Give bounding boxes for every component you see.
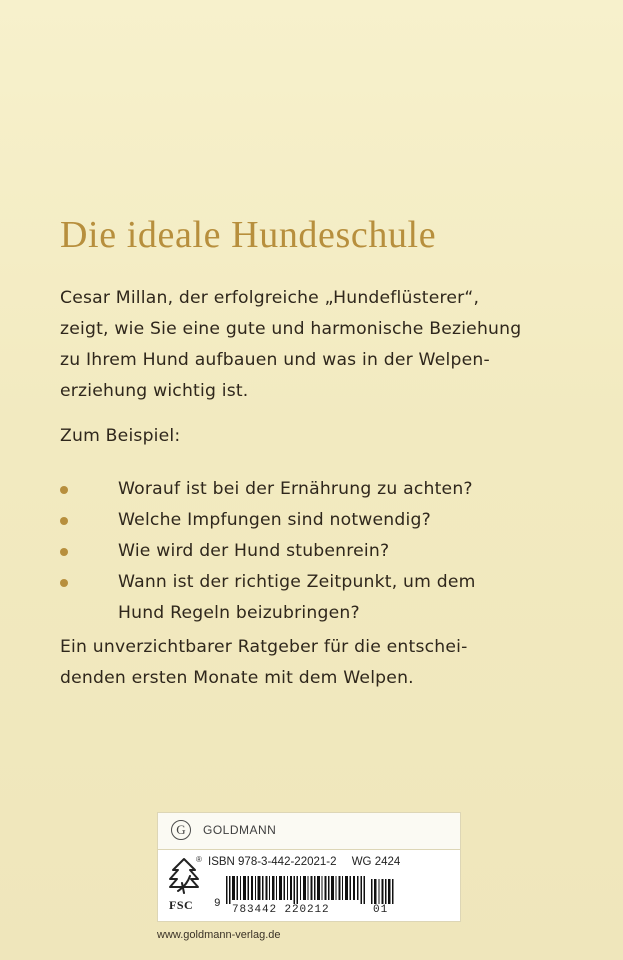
bullet-text: Wann ist der richtige Zeitpunkt, um dem [118, 572, 476, 592]
example-label: Zum Beispiel: [60, 426, 181, 446]
publisher-name: GOLDMANN [203, 823, 277, 837]
bullet-text: Welche Impfungen sind notwendig? [118, 510, 431, 530]
ean-barcode [226, 876, 366, 904]
warengruppe-code: WG 2424 [351, 856, 401, 868]
publisher-website: www.goldmann-verlag.de [157, 929, 281, 941]
intro-line: erziehung wichtig ist. [60, 381, 249, 401]
bullet-text: Hund Regeln beizubringen? [118, 603, 360, 623]
barcode-lead-digit: 9 [214, 898, 221, 910]
isbn-number: ISBN 978-3-442-22021-2 [208, 856, 337, 868]
outro-line: denden ersten Monate mit dem Welpen. [60, 668, 414, 688]
bullet-dot-icon [60, 486, 68, 494]
addon-barcode [371, 876, 395, 904]
intro-line: zeigt, wie Sie eine gute und harmonische Beziehung [60, 319, 522, 339]
bullet-dot-icon [60, 548, 68, 556]
bullet-list-item [60, 536, 580, 567]
barcode-addon-digits: 01 [373, 904, 389, 916]
outro-paragraph [60, 632, 580, 694]
goldmann-g-logo-icon: G [171, 820, 191, 840]
publisher-box [157, 812, 461, 850]
fsc-label: FSC [169, 898, 194, 912]
bullet-list [60, 474, 580, 629]
bullet-list-item [60, 474, 580, 505]
bullet-list-item [60, 567, 580, 629]
bullet-text: Worauf ist bei der Ernährung zu achten? [118, 479, 473, 499]
intro-line: zu Ihrem Hund aufbauen und was in der Welpen- [60, 350, 490, 370]
barcode-digits: 783442 220212 [232, 904, 330, 916]
isbn-line [208, 856, 400, 868]
bullet-list-item [60, 505, 580, 536]
registered-mark: ® [196, 855, 202, 864]
barcode-panel [157, 850, 461, 922]
book-title: Die ideale Hundeschule [60, 214, 437, 257]
bullet-dot-icon [60, 579, 68, 587]
outro-line: Ein unverzichtbarer Ratgeber für die entschei- [60, 637, 468, 657]
bullet-text: Wie wird der Hund stubenrein? [118, 541, 390, 561]
intro-line: Cesar Millan, der erfolgreiche „Hundeflüsterer“, [60, 288, 480, 308]
bullet-dot-icon [60, 517, 68, 525]
intro-paragraph [60, 283, 580, 407]
